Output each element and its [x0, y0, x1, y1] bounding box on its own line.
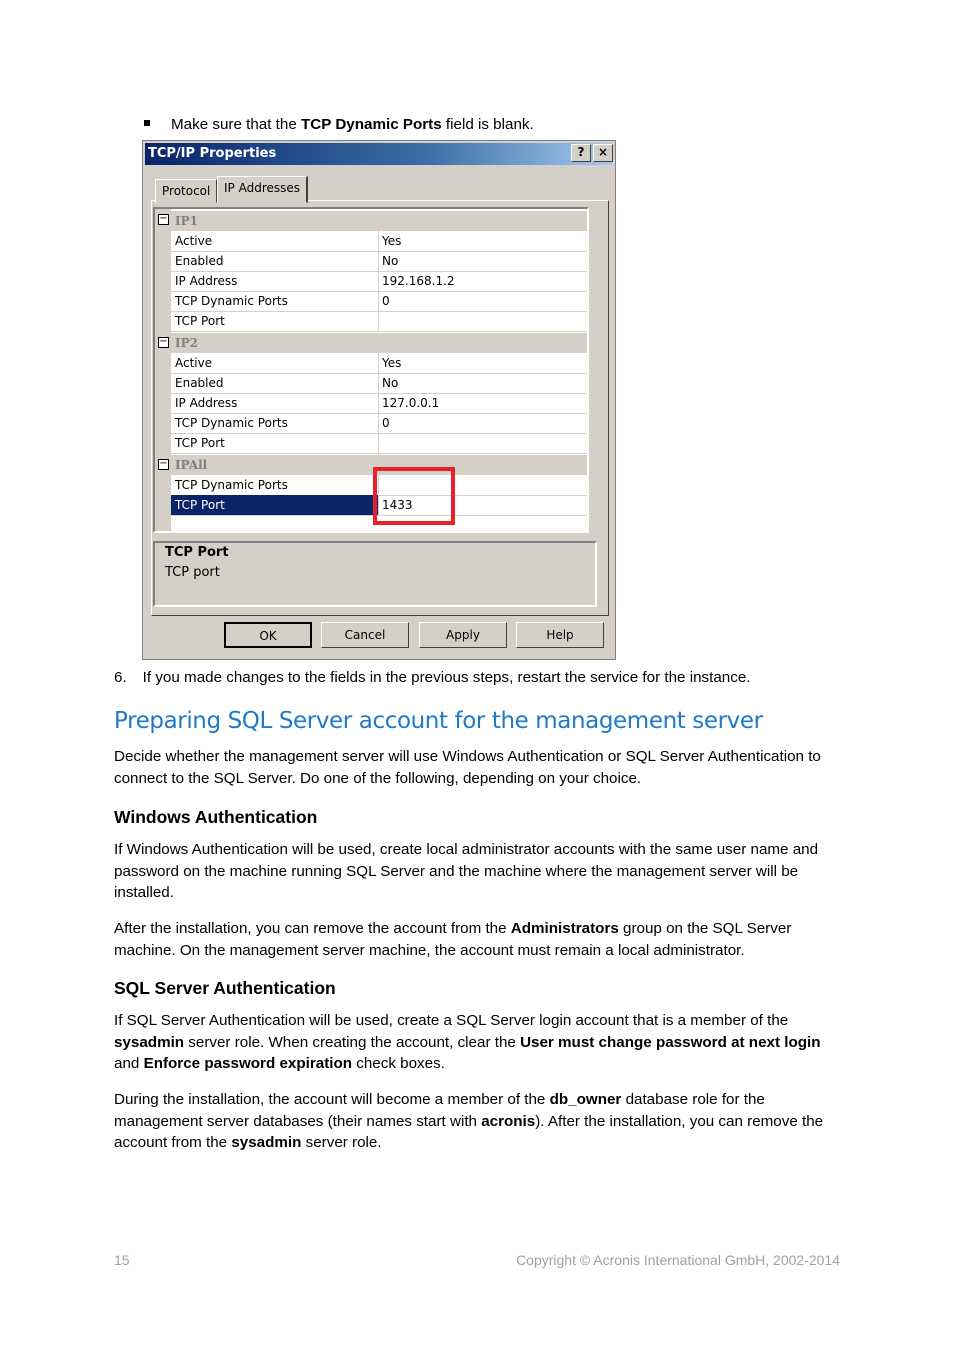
ok-button[interactable]: OK — [224, 622, 312, 648]
close-icon[interactable]: × — [593, 144, 613, 162]
windows-auth-heading: Windows Authentication — [114, 807, 318, 827]
sql-auth-p1: If SQL Server Authentication will be used, create a SQL Server login account that is a member of the sysadmin server role. When creating the account, clear the User must change password at next login and Enforce password expiration check boxes. — [114, 1012, 821, 1072]
grid-row[interactable]: IP Address 127.0.0.1 — [171, 393, 587, 414]
sql-auth-p2: During the installation, the account will become a member of the db_owner database role for the management server databases (their names start with acronis). After the installation, you can remove the account from the sysadmin server role. — [114, 1091, 824, 1151]
bullet-text: Make sure that the TCP Dynamic Ports field is blank. — [171, 116, 534, 133]
description-panel — [153, 541, 597, 607]
group-ip1[interactable]: IP1 — [171, 211, 587, 231]
bullet-icon — [144, 120, 150, 126]
grid-row[interactable]: Active Yes — [171, 231, 587, 252]
highlight-box — [373, 467, 455, 525]
grid-row[interactable]: TCP Dynamic Ports — [171, 475, 587, 496]
grid-row[interactable]: TCP Port — [171, 311, 587, 332]
grid-row[interactable]: Enabled No — [171, 373, 587, 394]
grid-row-selected[interactable]: TCP Port 1433 — [171, 495, 587, 516]
dialog-title: TCP/IP Properties — [148, 146, 277, 161]
collapse-icon[interactable]: − — [159, 458, 168, 469]
page-number: 15 — [114, 1252, 130, 1268]
description-title: TCP Port — [165, 545, 229, 560]
description-text: TCP port — [165, 565, 220, 580]
group-ip2[interactable]: IP2 — [171, 333, 587, 353]
grid-row[interactable]: Enabled No — [171, 251, 587, 272]
dialog-title-bar — [145, 143, 613, 165]
help-button[interactable]: Help — [516, 622, 604, 648]
sql-auth-heading: SQL Server Authentication — [114, 978, 336, 998]
windows-auth-p2: After the installation, you can remove the account from the Administrators group on the SQL Server machine. On the management server machine, the account must remain a local administrator. — [114, 920, 792, 959]
windows-auth-p1: If Windows Authentication will be used, create local administrator accounts with the same user name and password on the machine running SQL Server and the machine where the management server will be installed. — [114, 841, 819, 901]
step-6: 6. If you made changes to the fields in the previous steps, restart the service for the instance. — [114, 669, 751, 686]
cancel-button[interactable]: Cancel — [321, 622, 409, 648]
tcpip-properties-dialog — [142, 140, 616, 660]
grid-row[interactable]: TCP Dynamic Ports 0 — [171, 291, 587, 312]
tab-protocol[interactable]: Protocol — [155, 179, 217, 203]
grid-row[interactable]: TCP Dynamic Ports 0 — [171, 413, 587, 434]
help-icon[interactable]: ? — [571, 144, 591, 162]
copyright: Copyright © Acronis International GmbH, 2002-2014 — [516, 1252, 840, 1268]
group-ipall[interactable]: IPAll — [171, 455, 587, 475]
section-heading: Preparing SQL Server account for the management server — [114, 708, 763, 734]
collapse-icon[interactable]: − — [159, 213, 168, 224]
grid-row[interactable]: TCP Port — [171, 433, 587, 454]
grid-row[interactable]: IP Address 192.168.1.2 — [171, 271, 587, 292]
intro-paragraph: Decide whether the management server will use Windows Authentication or SQL Server Authentication to connect to the SQL Server. Do one of the following, depending on your choice. — [114, 748, 821, 787]
tab-ip-addresses[interactable]: IP Addresses — [217, 176, 308, 203]
apply-button[interactable]: Apply — [419, 622, 507, 648]
properties-grid — [153, 207, 589, 533]
grid-row[interactable]: Active Yes — [171, 353, 587, 374]
collapse-icon[interactable]: − — [159, 336, 168, 347]
